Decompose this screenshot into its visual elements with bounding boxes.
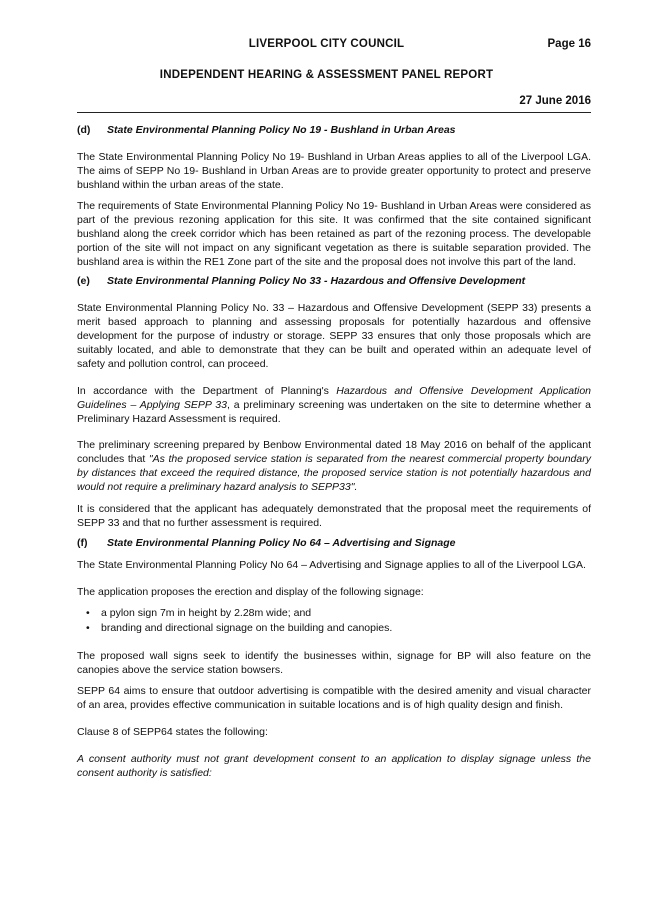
section-f-number: (f) <box>77 537 88 549</box>
section-e-p2-text: In accordance with the Department of Planning's <box>77 385 337 397</box>
section-d-title: State Environmental Planning Policy No 19 - Bushland in Urban Areas <box>107 124 456 136</box>
section-f-paragraph-6: A consent authority must not grant development consent to an application to display signage unless the consent authority is satisfied: <box>77 753 591 779</box>
section-f-paragraph-5: Clause 8 of SEPP64 states the following: <box>77 726 268 738</box>
section-f-paragraph-3: The proposed wall signs seek to identify the businesses within, signage for BP will also feature on the canopies above the service station bowsers. <box>77 650 591 676</box>
section-e-paragraph-2 <box>77 384 591 426</box>
section-d-number: (d) <box>77 124 91 136</box>
section-e-title: State Environmental Planning Policy No 33 - Hazardous and Offensive Development <box>107 275 526 287</box>
section-e-paragraph-3 <box>77 438 591 494</box>
section-f-paragraph-2: The application proposes the erection and display of the following signage: <box>77 586 424 598</box>
bullet-icon: • <box>86 607 90 619</box>
list-item <box>77 621 591 636</box>
section-e-p2-text-end: , a preliminary screening was undertaken on the site to determine whether a Preliminary Hazard Assessment is required. <box>77 399 591 425</box>
council-name: LIVERPOOL CITY COUNCIL <box>248 38 405 50</box>
list-item-text: a pylon sign 7m in height by 2.28m wide; and <box>101 607 312 619</box>
guidelines-title: Hazardous and Offensive Development Application Guidelines – Applying SEPP 33 <box>77 385 591 411</box>
document-body <box>77 123 591 780</box>
section-e-number: (e) <box>77 275 90 287</box>
bullet-icon: • <box>86 622 90 634</box>
section-e-p3-text: The preliminary screening prepared by Benbow Environmental dated 18 May 2016 on behalf of the applicant concludes that <box>77 439 591 465</box>
screening-quote: "As the proposed service station is separated from the nearest commercial property boundary by distances that exceed the required distance, the proposed service station is not potentially hazardous and would not require a preliminary hazard analysis to SEPP33". <box>77 453 591 493</box>
section-f-paragraph-1: The State Environmental Planning Policy No 64 – Advertising and Signage applies to all of the Liverpool LGA. <box>77 559 586 571</box>
section-e-paragraph-4: It is considered that the applicant has adequately demonstrated that the proposal meet the requirements of SEPP 33 and that no further assessment is required. <box>77 503 591 529</box>
report-date: 27 June 2016 <box>519 95 591 107</box>
section-f-paragraph-4: SEPP 64 aims to ensure that outdoor advertising is compatible with the desired amenity and visual character of an area, provides effective communication in suitable locations and is of high quality design and finish. <box>77 685 591 711</box>
page-number: Page 16 <box>547 38 591 50</box>
header-divider <box>77 112 591 113</box>
section-e-heading <box>77 274 591 288</box>
section-d-paragraph-2: The requirements of State Environmental Planning Policy No 19- Bushland in Urban Areas were considered as part of the previous rezoning application for this site. It was confirmed that the site contained significant bushland along the creek corridor which has been retained as part of the rezoning process. The developable portion of the site will not impact on any significant vegetation as there is suitable separation provided. The bushland area is within the RE1 Zone part of the site and the proposal does not involve this part of the land. <box>77 200 591 268</box>
section-d-paragraph-1: The State Environmental Planning Policy No 19- Bushland in Urban Areas applies to all of the Liverpool LGA. The aims of SEPP No 19- Bushland in Urban Areas are to provide greater opportunity to protect and preserve bushland within the urban areas of the state. <box>77 151 591 191</box>
signage-list <box>77 606 591 636</box>
list-item-text: branding and directional signage on the building and canopies. <box>101 622 393 634</box>
list-item <box>77 606 591 621</box>
section-f-title: State Environmental Planning Policy No 64 – Advertising and Signage <box>107 537 456 549</box>
section-e-paragraph-1: State Environmental Planning Policy No. 33 – Hazardous and Offensive Development (SEPP 33) presents a merit based approach to planning and assessing proposals for potentially hazardous and offensive development for the purpose of industry or storage. SEPP 33 ensures that only those proposals which are suitably located, and able to demonstrate that they can be built and operated within an adequate level of safety and pollution control, can proceed. <box>77 302 591 370</box>
report-title: INDEPENDENT HEARING & ASSESSMENT PANEL REPORT <box>159 69 494 81</box>
section-f-heading <box>77 536 591 550</box>
section-d-heading <box>77 123 591 137</box>
